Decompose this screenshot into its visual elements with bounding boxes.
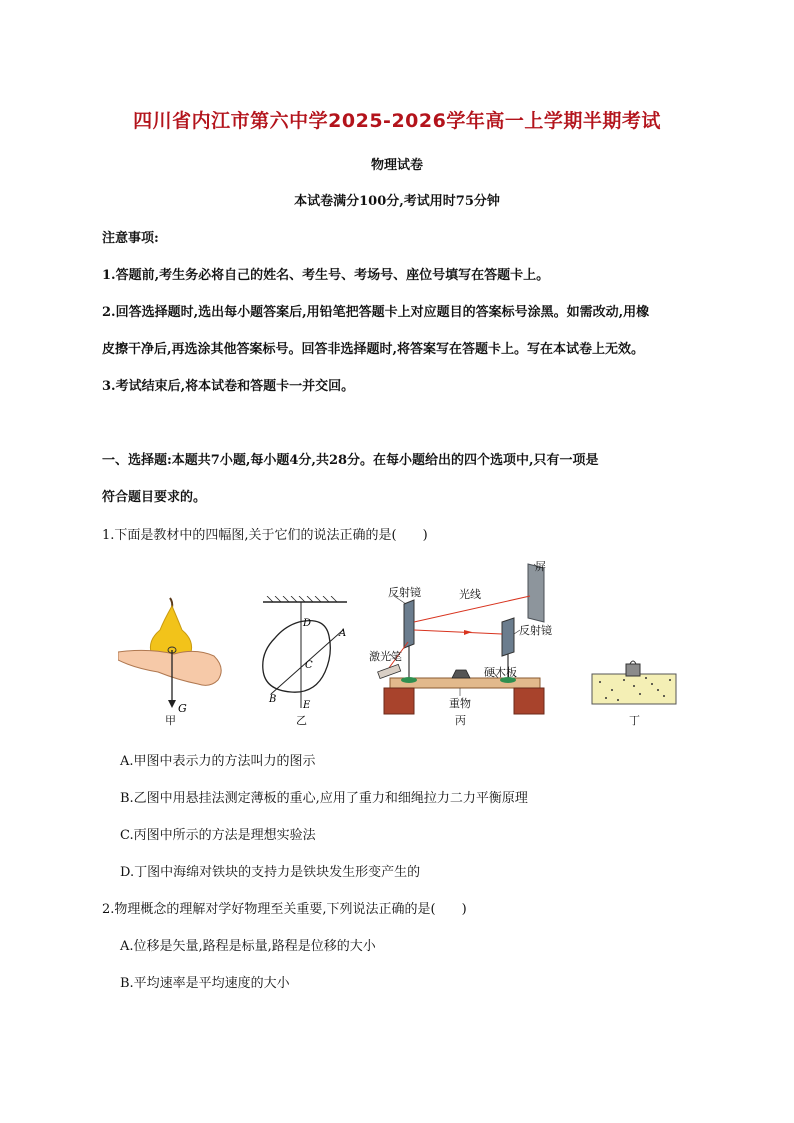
figure-yi-label: 乙 [296,714,307,727]
figure-jia [118,596,228,726]
notice-item-1: 1.答题前,考生务必将自己的姓名、考生号、考场号、座位号填写在答题卡上。 [102,268,550,283]
q1-option-b: B.乙图中用悬挂法测定薄板的重心,应用了重力和细绳拉力二力平衡原理 [120,791,528,806]
label-mirror-2: 反射镜 [519,624,552,637]
point-b: B [269,694,277,705]
label-laser: 激光笔 [369,650,402,663]
point-e: E [303,700,311,711]
label-board: 硬木板 [484,666,517,679]
question-2-stem: 2.物理概念的理解对学好物理至关重要,下列说法正确的是( ) [102,902,467,917]
q2-option-a: A.位移是矢量,路程是标量,路程是位移的大小 [120,939,376,954]
subject-title: 物理试卷 [370,158,423,173]
label-mirror-1: 反射镜 [388,586,421,599]
exam-info: 本试卷满分100分,考试用时75分钟 [294,194,500,209]
point-a: A [339,628,347,639]
q1-option-a: A.甲图中表示力的方法叫力的图示 [120,754,316,769]
notice-heading: 注意事项: [102,231,159,246]
document-title: 四川省内江市第六中学2025-2026学年高一上学期半期考试 [133,110,661,132]
figure-bing-label: 丙 [455,714,466,727]
figure-yi [255,596,355,714]
figure-jia-label: 甲 [165,714,176,727]
q1-option-d: D.丁图中海绵对铁块的支持力是铁块发生形变产生的 [120,865,421,880]
g-label: G [178,702,187,715]
figure-ding [590,656,680,706]
point-d: D [303,618,312,629]
label-light: 光线 [459,588,481,601]
section-heading-cont: 符合题目要求的。 [102,490,207,505]
question-1-stem: 1.下面是教材中的四幅图,关于它们的说法正确的是( ) [102,528,428,543]
section-heading: 一、选择题:本题共7小题,每小题4分,共28分。在每小题给出的四个选项中,只有一项是 [102,453,599,468]
figure-ding-label: 丁 [629,714,640,727]
q1-option-c: C.丙图中所示的方法是理想实验法 [120,828,316,843]
q2-option-b: B.平均速率是平均速度的大小 [120,976,290,991]
label-weight: 重物 [449,697,471,710]
notice-item-3: 3.考试结束后,将本试卷和答题卡一并交回。 [102,379,355,394]
notice-item-2: 2.回答选择题时,选出每小题答案后,用铅笔把答题卡上对应题目的答案标号涂黑。如需改动,用橡 [102,305,650,320]
point-c: C [305,660,313,671]
label-screen: 屏 [535,560,546,573]
notice-item-2-cont: 皮擦干净后,再选涂其他答案标号。回答非选择题时,将答案写在答题卡上。写在本试卷上无效。 [102,342,645,357]
